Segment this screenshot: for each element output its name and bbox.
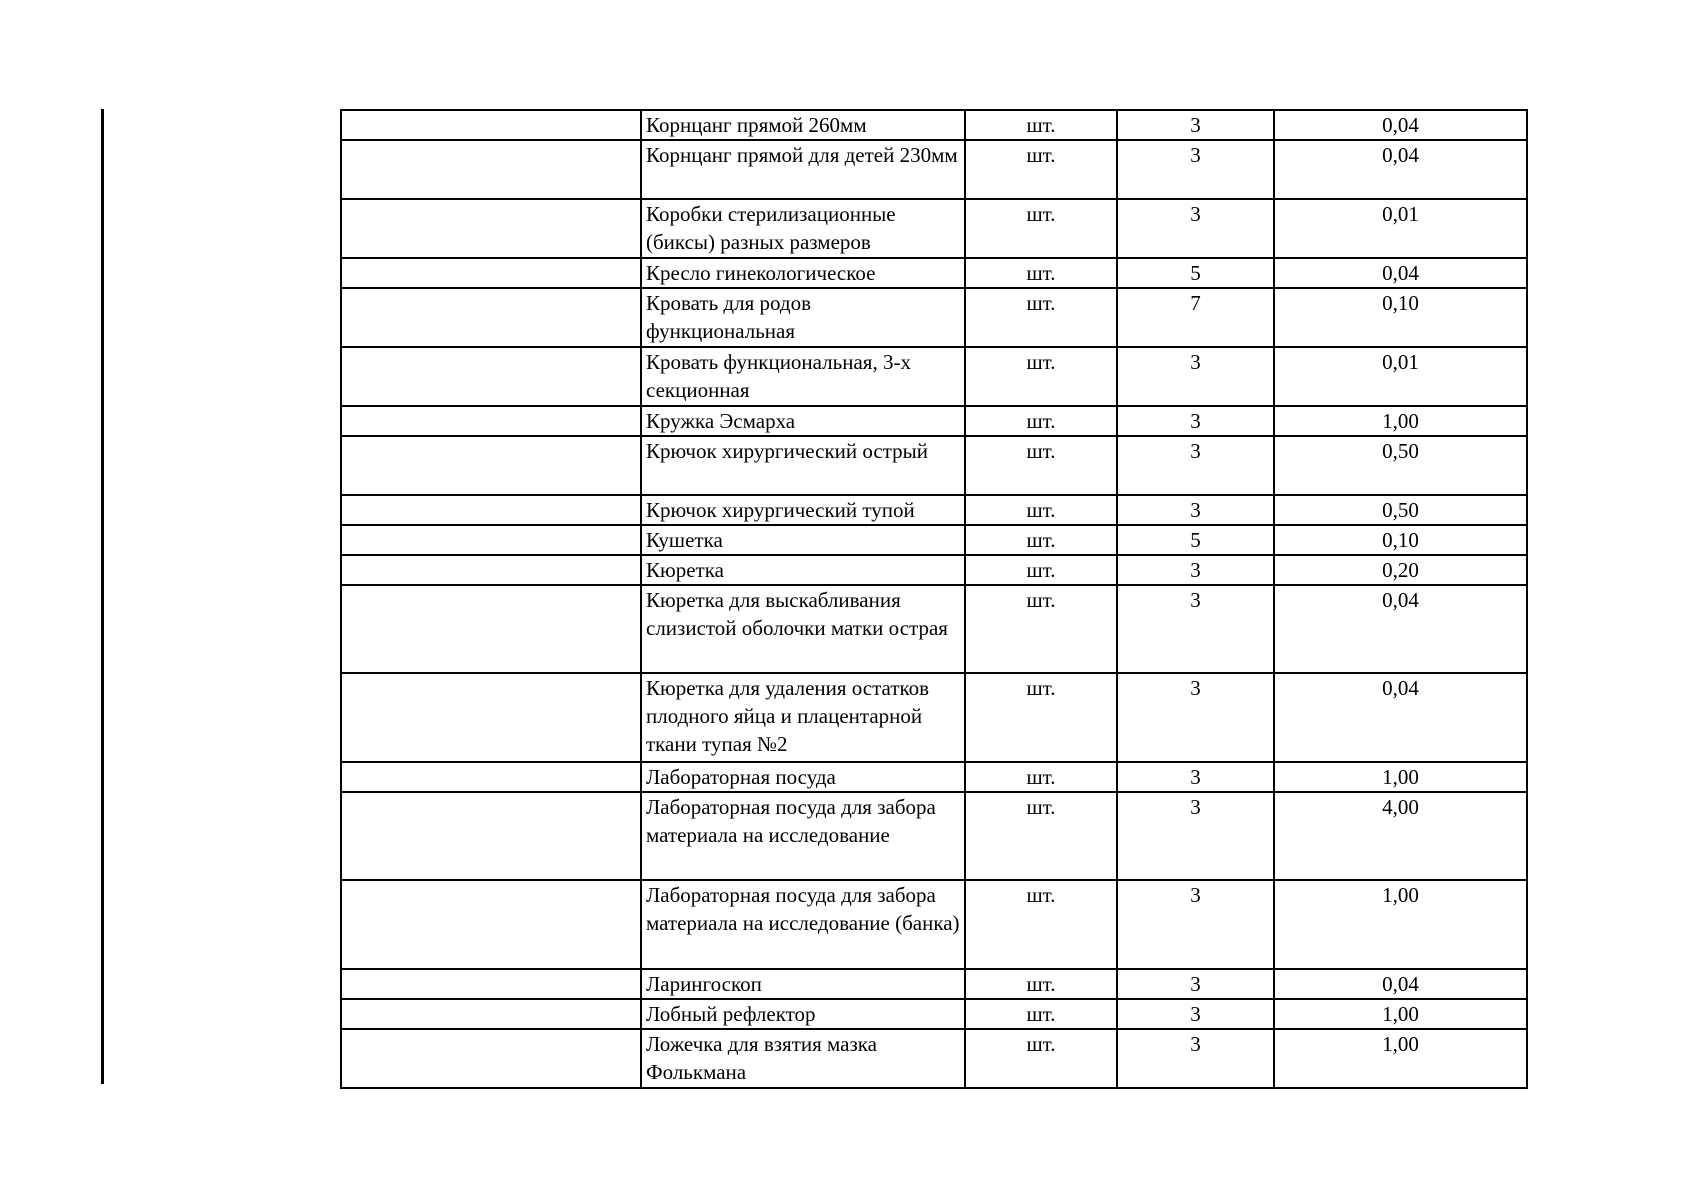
quantity-text: 5 xyxy=(1190,261,1201,285)
coefficient-cell xyxy=(1274,1029,1527,1088)
quantity-text: 3 xyxy=(1190,439,1201,463)
empty-cell xyxy=(341,762,641,792)
coefficient-text: 1,00 xyxy=(1382,409,1419,433)
empty-cell xyxy=(341,555,641,585)
quantity-cell xyxy=(1117,792,1274,880)
coefficient-cell xyxy=(1274,110,1527,140)
quantity-cell xyxy=(1117,880,1274,969)
table-row xyxy=(341,999,1527,1029)
table-row xyxy=(341,969,1527,999)
quantity-cell xyxy=(1117,495,1274,525)
empty-cell xyxy=(341,347,641,406)
left-margin-rule xyxy=(101,109,104,1084)
unit-cell xyxy=(965,585,1117,673)
quantity-cell xyxy=(1117,110,1274,140)
quantity-cell xyxy=(1117,555,1274,585)
item-name-text: Ложечка для взятия мазка Фолькмана xyxy=(646,1032,877,1084)
coefficient-text: 0,50 xyxy=(1382,498,1419,522)
quantity-text: 3 xyxy=(1190,143,1201,167)
coefficient-text: 0,04 xyxy=(1382,113,1419,137)
coefficient-cell xyxy=(1274,288,1527,347)
quantity-text: 3 xyxy=(1190,409,1201,433)
quantity-cell xyxy=(1117,1029,1274,1088)
empty-cell xyxy=(341,495,641,525)
quantity-cell xyxy=(1117,673,1274,762)
coefficient-text: 0,04 xyxy=(1382,676,1419,700)
empty-cell xyxy=(341,525,641,555)
item-name-cell xyxy=(641,288,965,347)
table-row xyxy=(341,495,1527,525)
unit-text: шт. xyxy=(1026,291,1056,315)
item-name-cell xyxy=(641,673,965,762)
quantity-cell xyxy=(1117,585,1274,673)
empty-cell xyxy=(341,880,641,969)
quantity-cell xyxy=(1117,199,1274,258)
coefficient-text: 0,04 xyxy=(1382,588,1419,612)
unit-text: шт. xyxy=(1026,350,1056,374)
quantity-cell xyxy=(1117,525,1274,555)
coefficient-text: 0,01 xyxy=(1382,202,1419,226)
unit-cell xyxy=(965,436,1117,495)
table-row xyxy=(341,140,1527,199)
coefficient-cell xyxy=(1274,969,1527,999)
item-name-cell xyxy=(641,406,965,436)
unit-cell xyxy=(965,288,1117,347)
unit-cell xyxy=(965,555,1117,585)
coefficient-text: 1,00 xyxy=(1382,765,1419,789)
unit-text: шт. xyxy=(1026,439,1056,463)
unit-text: шт. xyxy=(1026,1032,1056,1056)
item-name-text: Кровать функциональная, 3-х секционная xyxy=(646,350,911,402)
unit-cell xyxy=(965,199,1117,258)
empty-cell xyxy=(341,199,641,258)
unit-cell xyxy=(965,969,1117,999)
quantity-cell xyxy=(1117,140,1274,199)
coefficient-text: 0,04 xyxy=(1382,143,1419,167)
unit-cell xyxy=(965,1029,1117,1088)
quantity-text: 3 xyxy=(1190,1032,1201,1056)
quantity-text: 3 xyxy=(1190,350,1201,374)
item-name-text: Кюретка для выскабливания слизистой оболочки матки острая xyxy=(646,588,948,640)
item-name-text: Лобный рефлектор xyxy=(646,1002,816,1026)
unit-cell xyxy=(965,673,1117,762)
empty-cell xyxy=(341,1029,641,1088)
quantity-cell xyxy=(1117,347,1274,406)
item-name-cell xyxy=(641,880,965,969)
item-name-text: Лабораторная посуда для забора материала на исследование (банка) xyxy=(646,883,960,935)
unit-text: шт. xyxy=(1026,409,1056,433)
coefficient-cell xyxy=(1274,199,1527,258)
coefficient-text: 0,04 xyxy=(1382,261,1419,285)
item-name-cell xyxy=(641,969,965,999)
quantity-text: 3 xyxy=(1190,883,1201,907)
empty-cell xyxy=(341,406,641,436)
table-row xyxy=(341,762,1527,792)
empty-cell xyxy=(341,110,641,140)
coefficient-cell xyxy=(1274,258,1527,288)
empty-cell xyxy=(341,288,641,347)
quantity-text: 7 xyxy=(1190,291,1201,315)
coefficient-cell xyxy=(1274,673,1527,762)
table-row xyxy=(341,585,1527,673)
quantity-text: 3 xyxy=(1190,676,1201,700)
table-row xyxy=(341,436,1527,495)
unit-cell xyxy=(965,110,1117,140)
coefficient-cell xyxy=(1274,347,1527,406)
coefficient-text: 0,20 xyxy=(1382,558,1419,582)
equipment-table xyxy=(340,109,1528,1089)
item-name-cell xyxy=(641,347,965,406)
empty-cell xyxy=(341,436,641,495)
unit-cell xyxy=(965,406,1117,436)
quantity-text: 3 xyxy=(1190,972,1201,996)
item-name-text: Кресло гинекологическое xyxy=(646,261,876,285)
unit-cell xyxy=(965,880,1117,969)
unit-text: шт. xyxy=(1026,558,1056,582)
coefficient-cell xyxy=(1274,140,1527,199)
coefficient-text: 1,00 xyxy=(1382,883,1419,907)
item-name-text: Корнцанг прямой 260мм xyxy=(646,113,867,137)
item-name-cell xyxy=(641,792,965,880)
unit-text: шт. xyxy=(1026,795,1056,819)
item-name-text: Коробки стерилизационные (биксы) разных размеров xyxy=(646,202,896,254)
quantity-text: 3 xyxy=(1190,558,1201,582)
quantity-cell xyxy=(1117,762,1274,792)
coefficient-cell xyxy=(1274,525,1527,555)
quantity-cell xyxy=(1117,258,1274,288)
unit-cell xyxy=(965,999,1117,1029)
quantity-text: 3 xyxy=(1190,113,1201,137)
unit-text: шт. xyxy=(1026,588,1056,612)
item-name-cell xyxy=(641,258,965,288)
coefficient-cell xyxy=(1274,585,1527,673)
empty-cell xyxy=(341,673,641,762)
quantity-cell xyxy=(1117,969,1274,999)
coefficient-cell xyxy=(1274,880,1527,969)
table-row xyxy=(341,555,1527,585)
coefficient-cell xyxy=(1274,406,1527,436)
quantity-cell xyxy=(1117,288,1274,347)
quantity-text: 3 xyxy=(1190,765,1201,789)
empty-cell xyxy=(341,999,641,1029)
coefficient-text: 0,01 xyxy=(1382,350,1419,374)
table-row xyxy=(341,288,1527,347)
coefficient-text: 1,00 xyxy=(1382,1032,1419,1056)
item-name-cell xyxy=(641,495,965,525)
item-name-cell xyxy=(641,525,965,555)
coefficient-cell xyxy=(1274,436,1527,495)
item-name-text: Крючок хирургический острый xyxy=(646,439,929,463)
item-name-text: Кровать для родов функциональная xyxy=(646,291,811,343)
unit-cell xyxy=(965,258,1117,288)
coefficient-cell xyxy=(1274,792,1527,880)
table-row xyxy=(341,1029,1527,1088)
item-name-text: Лабораторная посуда xyxy=(646,765,836,789)
item-name-text: Кружка Эсмарха xyxy=(646,409,796,433)
coefficient-cell xyxy=(1274,762,1527,792)
coefficient-cell xyxy=(1274,495,1527,525)
empty-cell xyxy=(341,140,641,199)
item-name-text: Ларингоскоп xyxy=(646,972,762,996)
unit-text: шт. xyxy=(1026,765,1056,789)
quantity-text: 3 xyxy=(1190,202,1201,226)
item-name-cell xyxy=(641,555,965,585)
coefficient-text: 0,04 xyxy=(1382,972,1419,996)
table-row xyxy=(341,199,1527,258)
table-row xyxy=(341,525,1527,555)
empty-cell xyxy=(341,969,641,999)
unit-cell xyxy=(965,140,1117,199)
item-name-text: Кюретка xyxy=(646,558,724,582)
unit-text: шт. xyxy=(1026,676,1056,700)
unit-text: шт. xyxy=(1026,498,1056,522)
coefficient-cell xyxy=(1274,555,1527,585)
quantity-text: 5 xyxy=(1190,528,1201,552)
unit-text: шт. xyxy=(1026,143,1056,167)
unit-cell xyxy=(965,525,1117,555)
unit-text: шт. xyxy=(1026,1002,1056,1026)
coefficient-text: 0,50 xyxy=(1382,439,1419,463)
item-name-cell xyxy=(641,436,965,495)
quantity-cell xyxy=(1117,999,1274,1029)
table-row xyxy=(341,673,1527,762)
unit-cell xyxy=(965,762,1117,792)
coefficient-text: 4,00 xyxy=(1382,795,1419,819)
unit-cell xyxy=(965,495,1117,525)
table-row xyxy=(341,258,1527,288)
item-name-cell xyxy=(641,762,965,792)
unit-text: шт. xyxy=(1026,202,1056,226)
item-name-cell xyxy=(641,110,965,140)
quantity-cell xyxy=(1117,406,1274,436)
item-name-cell xyxy=(641,199,965,258)
unit-text: шт. xyxy=(1026,261,1056,285)
item-name-cell xyxy=(641,140,965,199)
coefficient-text: 0,10 xyxy=(1382,528,1419,552)
unit-text: шт. xyxy=(1026,883,1056,907)
quantity-text: 3 xyxy=(1190,795,1201,819)
empty-cell xyxy=(341,792,641,880)
coefficient-text: 0,10 xyxy=(1382,291,1419,315)
table-row xyxy=(341,792,1527,880)
coefficient-cell xyxy=(1274,999,1527,1029)
table-row xyxy=(341,110,1527,140)
coefficient-text: 1,00 xyxy=(1382,1002,1419,1026)
item-name-cell xyxy=(641,585,965,673)
quantity-cell xyxy=(1117,436,1274,495)
item-name-text: Кюретка для удаления остатков плодного яйца и плацентарной ткани тупая №2 xyxy=(646,676,930,756)
unit-text: шт. xyxy=(1026,113,1056,137)
empty-cell xyxy=(341,258,641,288)
table-row xyxy=(341,347,1527,406)
item-name-text: Кушетка xyxy=(646,528,723,552)
item-name-text: Лабораторная посуда для забора материала на исследование xyxy=(646,795,936,847)
quantity-text: 3 xyxy=(1190,498,1201,522)
item-name-cell xyxy=(641,1029,965,1088)
table-row xyxy=(341,406,1527,436)
item-name-cell xyxy=(641,999,965,1029)
table-row xyxy=(341,880,1527,969)
item-name-text: Крючок хирургический тупой xyxy=(646,498,915,522)
unit-text: шт. xyxy=(1026,972,1056,996)
item-name-text: Корнцанг прямой для детей 230мм xyxy=(646,143,958,167)
equipment-table-body xyxy=(341,110,1527,1088)
quantity-text: 3 xyxy=(1190,1002,1201,1026)
unit-cell xyxy=(965,347,1117,406)
unit-text: шт. xyxy=(1026,528,1056,552)
quantity-text: 3 xyxy=(1190,588,1201,612)
unit-cell xyxy=(965,792,1117,880)
empty-cell xyxy=(341,585,641,673)
